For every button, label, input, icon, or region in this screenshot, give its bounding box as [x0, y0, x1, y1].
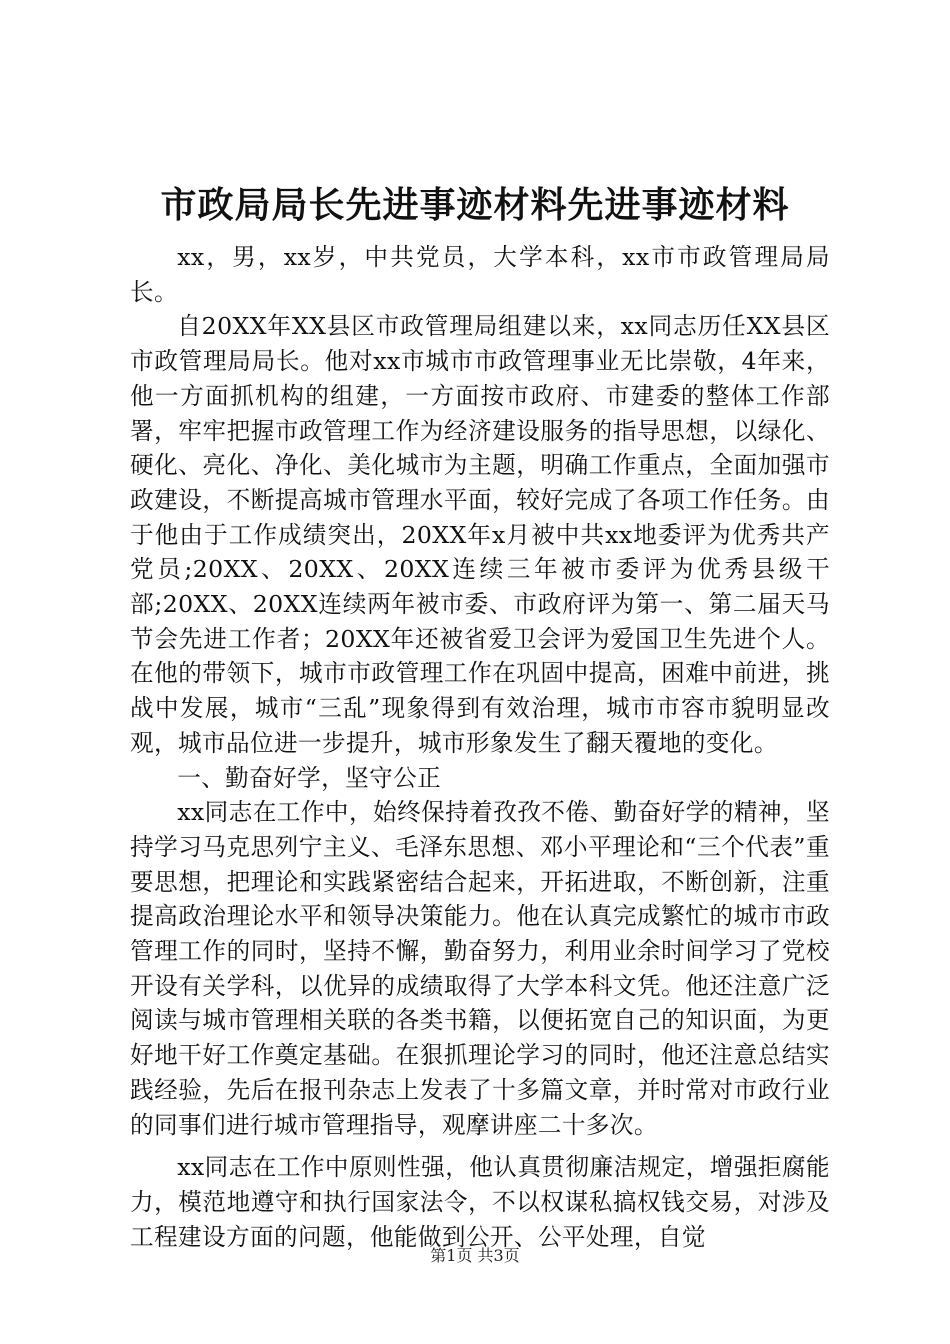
paragraph-study: xx同志在工作中，始终保持着孜孜不倦、勤奋好学的精神，坚持学习马克思列宁主义、毛泽东思想、邓小平理论和“三个代表”重要思想，把理论和实践紧密结合起来，开拓进取，不断创新，注重提高政治理论水平和领导决策能力。他在认真完成繁忙的城市市政管理工作的同时，坚持不懈，勤奋努力，利用业余时间学习了党校开设有关学科，以优异的成绩取得了大学本科文凭。他还注意广泛阅读与城市管理相关联的各类书籍，以便拓宽自己的知识面，为更好地干好工作奠定基础。在狠抓理论学习的同时，他还注意总结实践经验，先后在报刊杂志上发表了十多篇文章，并时常对市政行业的同事们进行城市管理指导，观摩讲座二十多次。 [130, 798, 830, 1139]
paragraph-intro: xx，男，xx岁，中共党员，大学本科，xx市市政管理局局长。 [130, 243, 830, 306]
section-heading: 一、勤奋好学，坚守公正 [177, 763, 442, 792]
paragraph-integrity: xx同志在工作中原则性强，他认真贯彻廉洁规定，增强拒腐能力，模范地遵守和执行国家法令，不以权谋私搞权钱交易，对涉及工程建设方面的问题，他能做到公开、公平处理，自觉 [130, 1153, 830, 1251]
document-body [130, 240, 830, 1254]
page-number-footer: 第1页 共3页 [430, 1246, 520, 1265]
paragraph-background: 自20XX年XX县区市政管理局组建以来，xx同志历任XX县区市政管理局局长。他对xx市城市市政管理事业无比崇敬，4年来，他一方面抓机构的组建，一方面按市政府、市建委的整体工作部署，牢牢把握市政管理工作为经济建设服务的指导思想，以绿化、硬化、亮化、净化、美化城市为主题，明确工作重点，全面加强市政建设，不断提高城市管理水平面，较好完成了各项工作任务。由于他由于工作成绩突出，20XX年x月被中共xx地委评为优秀共产党员;20XX、20XX、20XX连续三年被市委评为优秀县级干部;20XX、20XX连续两年被市委、市政府评为第一、第二届天马节会先进工作者；20XX年还被省爱卫会评为爱国卫生先进个人。在他的带领下，城市市政管理工作在巩固中提高，困难中前进，挑战中发展，城市“三乱”现象得到有效治理，城市市容市貌明显改观，城市品位进一步提升，城市形象发生了翻天覆地的变化。 [130, 312, 830, 757]
document-title: 市政局局长先进事迹材料先进事迹材料 [160, 184, 790, 226]
